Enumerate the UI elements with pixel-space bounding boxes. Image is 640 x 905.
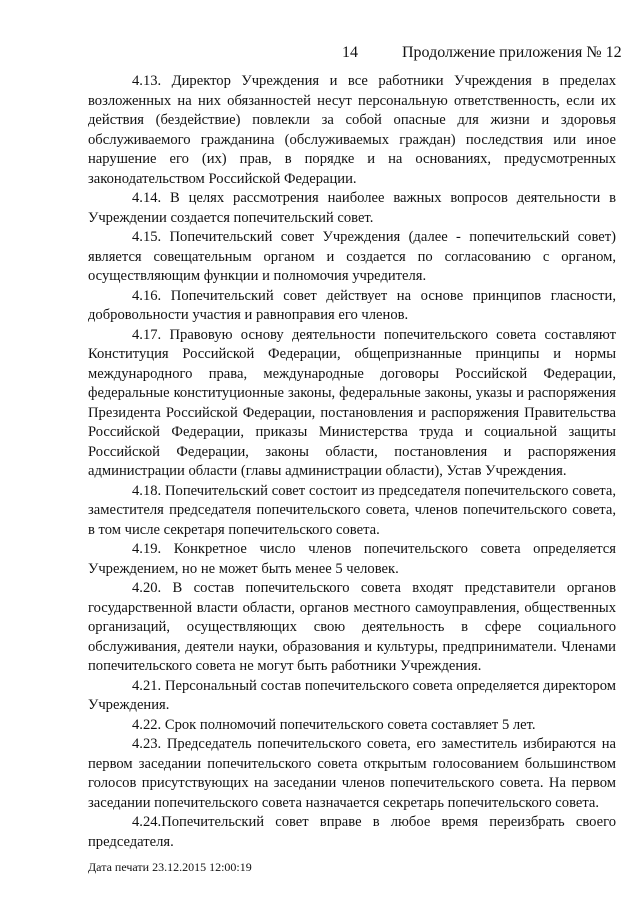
paragraph-4-14: 4.14. В целях рассмотрения наиболее важных вопросов деятельности в Учреждении создается попечительский совет. (88, 190, 616, 226)
paragraph-4-13: 4.13. Директор Учреждения и все работники Учреждения в пределах возложенных на них обязанностей несут персональную ответственность, если их действия (бездействие) повлекли за собой опасные для жизни и здоровья обслуживаемого гражданина (обслуживаемых граждан) последствия или иное нарушение его (их) прав, в порядке и на основаниях, предусмотренных законодательством Российской Федерации. (88, 73, 616, 187)
paragraph-4-19: 4.19. Конкретное число членов попечительского совета определяется Учреждением, но не может быть менее 5 человек. (88, 541, 616, 577)
print-date-footer: Дата печати 23.12.2015 12:00:19 (88, 860, 252, 874)
paragraph-4-16: 4.16. Попечительский совет действует на основе принципов гласности, добровольности участия и равноправия его членов. (88, 287, 616, 323)
paragraph-4-21: 4.21. Персональный состав попечительского совета определяется директором Учреждения. (88, 677, 616, 713)
document-body (88, 72, 616, 852)
paragraph-4-20: 4.20. В состав попечительского совета входят представители органов государственной власти области, органов местного самоуправления, общественных организаций, осуществляющих свою деятельность в сфере социального обслуживания, деятели науки, образования и культуры, предприниматели. Членами попечительского совета не могут быть работники Учреждения. (88, 580, 616, 674)
paragraph-4-15: 4.15. Попечительский совет Учреждения (далее - попечительский совет) является совещательным органом и создается по согласованию с органом, осуществляющим функции и полномочия учредителя. (88, 229, 616, 284)
paragraph-4-17: 4.17. Правовую основу деятельности попечительского совета составляют Конституция Российской Федерации, общепризнанные принципы и нормы международного права, международные договоры Российской Федерации, федеральные конституционные законы, федеральные законы, указы и распоряжения Президента Российской Федерации, постановления и распоряжения Правительства Российской Федерации, приказы Министерства труда и социальной защиты Российской Федерации, законы области, постановления и распоряжения администрации области (главы администрации области), Устав Учреждения. (88, 326, 616, 479)
paragraph-4-18: 4.18. Попечительский совет состоит из председателя попечительского совета, заместителя председателя попечительского совета, членов попечительского совета, в том числе секретаря попечительского совета. (88, 482, 616, 538)
paragraph-4-24: 4.24.Попечительский совет вправе в любое время переизбрать своего председателя. (88, 814, 616, 850)
page-number: 14 (342, 44, 358, 61)
paragraph-4-23: 4.23. Председатель попечительского совета, его заместитель избираются на первом заседании попечительского совета открытым голосованием большинством голосов присутствующих на заседании членов попечительского совета. На первом заседании попечительского совета назначается секретарь попечительского совета. (88, 736, 616, 811)
paragraph-4-22: 4.22. Срок полномочий попечительского совета составляет 5 лет. (132, 716, 536, 733)
continuation-header: Продолжение приложения № 12 (402, 44, 622, 61)
